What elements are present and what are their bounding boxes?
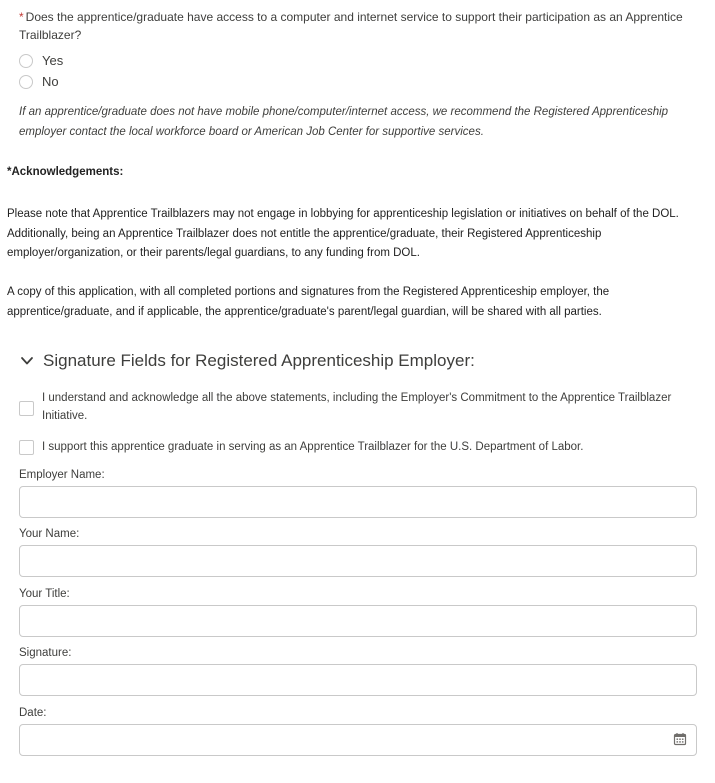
support-checkbox-label: I support this apprentice graduate in serving as an Apprentice Trailblazer for the U.S. Department of Labor. xyxy=(42,441,584,453)
radio-option-no[interactable] xyxy=(19,71,699,92)
radio-group xyxy=(19,50,699,92)
helper-text: If an apprentice/graduate does not have mobile phone/computer/internet access, we recommend the Registered Apprenticeship employer contact the local workforce board or American Job Center for supportive services. xyxy=(19,106,669,138)
signature-label: Signature: xyxy=(19,647,72,659)
date-field xyxy=(19,706,697,756)
question-text: Does the apprentice/graduate have access to a computer and internet service to support their participation as an Apprentice Trailblazer? xyxy=(19,10,683,42)
acknowledge-checkbox-label: I understand and acknowledge all the above statements, including the Employer's Commitment to the Apprentice Trailblazer Initiative. xyxy=(42,392,672,422)
employer-name-label: Employer Name: xyxy=(19,469,105,481)
date-label: Date: xyxy=(19,707,47,719)
your-name-label: Your Name: xyxy=(19,528,80,540)
your-name-field xyxy=(19,527,697,577)
acknowledge-checkbox[interactable] xyxy=(19,401,34,416)
employer-name-input[interactable] xyxy=(19,486,697,518)
date-input[interactable] xyxy=(19,724,697,756)
your-name-input[interactable] xyxy=(19,545,697,577)
acknowledgement-paragraph-1: Please note that Apprentice Trailblazers may not engage in lobbying for apprenticeship legislation or initiatives on behalf of the DOL. Additionally, being an Apprentice Trailblazer does not entitle the apprentice/graduate, their Registered Apprenticeship employer/organization, or their parents/legal guardians, to any funding from DOL. xyxy=(7,208,679,259)
radio-label-no: No xyxy=(42,74,59,89)
signature-field xyxy=(19,646,697,696)
required-marker: * xyxy=(19,10,24,24)
question-label xyxy=(19,8,699,44)
computer-access-question xyxy=(19,8,699,142)
radio-button-no[interactable] xyxy=(19,75,33,89)
section-title: Signature Fields for Registered Apprenticeship Employer: xyxy=(43,351,475,370)
chevron-down-icon[interactable] xyxy=(19,353,35,369)
support-checkbox-row[interactable] xyxy=(19,438,699,456)
your-title-label: Your Title: xyxy=(19,588,70,600)
acknowledgements-title: *Acknowledgements: xyxy=(7,166,124,178)
your-title-input[interactable] xyxy=(19,605,697,637)
acknowledge-checkbox-row[interactable] xyxy=(19,389,699,425)
your-title-field xyxy=(19,587,697,637)
radio-option-yes[interactable] xyxy=(19,50,699,71)
radio-label-yes: Yes xyxy=(42,53,64,68)
acknowledgement-paragraph-2: A copy of this application, with all completed portions and signatures from the Registered Apprenticeship employer, the apprentice/graduate, and if applicable, the apprentice/graduate's parent/legal guardian, will be shared with all parties. xyxy=(7,286,610,318)
signature-section-header[interactable] xyxy=(19,351,475,371)
radio-button-yes[interactable] xyxy=(19,54,33,68)
support-checkbox[interactable] xyxy=(19,440,34,455)
calendar-icon[interactable] xyxy=(673,732,687,746)
employer-name-field xyxy=(19,468,697,518)
signature-input[interactable] xyxy=(19,664,697,696)
date-input-wrapper xyxy=(19,720,697,756)
